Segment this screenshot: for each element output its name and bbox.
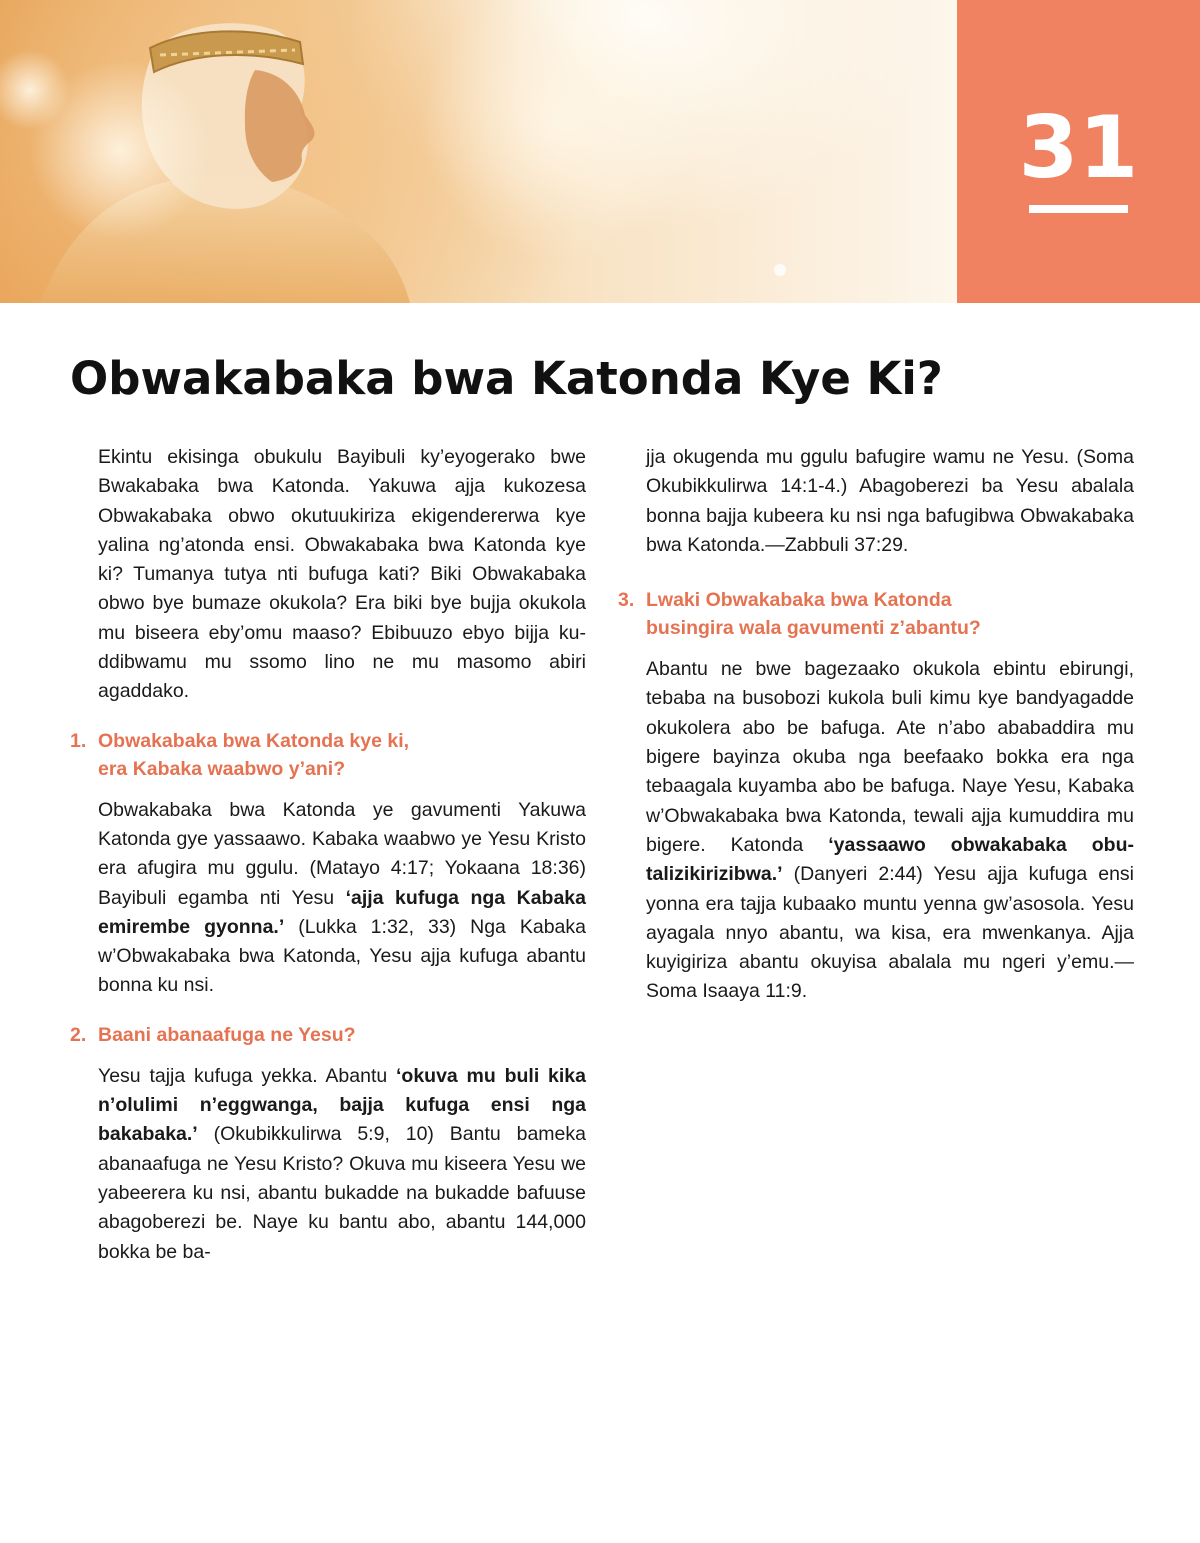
scripture-quote: ‘okuva mu buli kika n’olulimi n’eggwanga, bajja kufuga ensi nga bakabaka.’	[98, 1064, 586, 1146]
question-number: 1.	[70, 729, 87, 752]
intro-paragraph: Ekintu ekisinga obukulu Bayibuli ky’eyogerako bwe Bwakabaka bwa Katonda. Yakuwa ajja kukozesa Obwakabaka obwo okutuukiriza ekigendererwa kye yalina ng’atonda ensi. Obwakabaka bwa Katonda kye ki? Tumanya tutya nti bufuga kati? Biki Obwakabaka obwo bye bumaze okukola? Era biki bye bujja okukola mu biseera eby’omu maaso? Ebibuuzo ebyo bijja kuddibwamu mu ssomo lino ne mu masomo abiri agaddako.	[98, 446, 586, 703]
question-number: 2.	[70, 1023, 87, 1046]
question-heading-2	[70, 1021, 586, 1049]
lesson-number-box	[957, 0, 1200, 303]
question-text-line: Lwaki Obwakabaka bwa Katonda	[646, 589, 952, 612]
king-illustration	[0, 0, 957, 303]
answer-paragraph-2: Yesu tajja kufuga yekka. Abantu ‘okuva mu buli kika n’olulimi n’eggwanga, bajja kufuga ensi nga bakabaka.’ (Okubikkulirwa 5:9, 10) Bantu bameka abanaafuga ne Yesu Kristo? Okuva mu kiseera Yesu we yabeerera ku nsi, abantu bukadde na bukadde bafuuse abagoberezi be. Naye ku bantu abo, abantu 144,000 bokka be ba-	[98, 1064, 586, 1263]
page-title: Obwakabaka bwa Katonda Kye Ki?	[70, 352, 943, 405]
lesson-number-underline	[1029, 205, 1128, 213]
text-column-right	[618, 443, 1134, 1027]
question-text-line: Obwakabaka bwa Katonda kye ki,	[98, 729, 410, 752]
question-text-line: Baani abanaafuga ne Yesu?	[98, 1023, 356, 1046]
lesson-number: 31	[1018, 98, 1139, 198]
question-text-line: busingira wala gavumenti z’abantu?	[646, 617, 981, 640]
question-heading-1	[70, 727, 586, 783]
header-banner-image	[0, 0, 957, 303]
text-column-left	[70, 443, 587, 1287]
scripture-quote: ‘yassaawo obwakabaka obutalizikirizibwa.’	[646, 833, 1134, 886]
answer-paragraph-3: Abantu ne bwe bagezaako okukola ebintu ebirungi, tebaba na busobozi kukola buli kimu kye bandyagadde okukolera abo be bafuga. Ate n’abo ababaddira mu bigere bayinza okuba nga beefaako bokka era nga tebaagala kuyamba abo be bafuga. Naye Yesu, Kabaka w’Obwakabaka bwa Katonda, tewali ajja kumuddira mu bigere. Katonda ‘yassaawo obwakabaka obutalizikirizibwa.’ (Danyeri 2:44) Yesu ajja kufuga ensi yonna era tajja kubaako muntu yenna gw’asosola. Yesu ayagala nnyo abantu, wa kisa, era mwenkanya. Ajja kuyigiriza abantu okuyisa abalala mu ngeri y’emu.—Soma Isaaya 11:9.	[646, 658, 1134, 1003]
question-text-line: era Kabaka waabwo y’ani?	[98, 757, 346, 780]
answer-paragraph-2-continued: jja okugenda mu ggulu bafugire wamu ne Yesu. (Soma Okubikkulirwa 14:1-4.) Abagoberezi ba Yesu abalala bonna bajja kubeera ku nsi nga bafugibwa Obwakabaka bwa Katonda.—Zabbuli 37:29.	[646, 446, 1134, 556]
question-number: 3.	[618, 589, 635, 612]
scripture-quote: ‘ajja kufuga nga Kabaka emirembe gyonna.’	[98, 886, 587, 938]
answer-paragraph-1: Obwakabaka bwa Katonda ye gavumenti Yakuwa Katonda gye yassaawo. Kabaka waabwo ye Yesu Kristo era afugira mu ggulu. (Matayo 4:17; Yokaana 18:36) Bayibuli egamba nti Yesu ‘ajja kufuga nga Kabaka emirembe gyonna.’ (Lukka 1:32, 33) Nga Kabaka w’Obwakabaka bwa Katonda, Yesu ajja kufuga abantu bonna ku nsi.	[98, 798, 587, 997]
question-heading-3	[618, 586, 1134, 642]
